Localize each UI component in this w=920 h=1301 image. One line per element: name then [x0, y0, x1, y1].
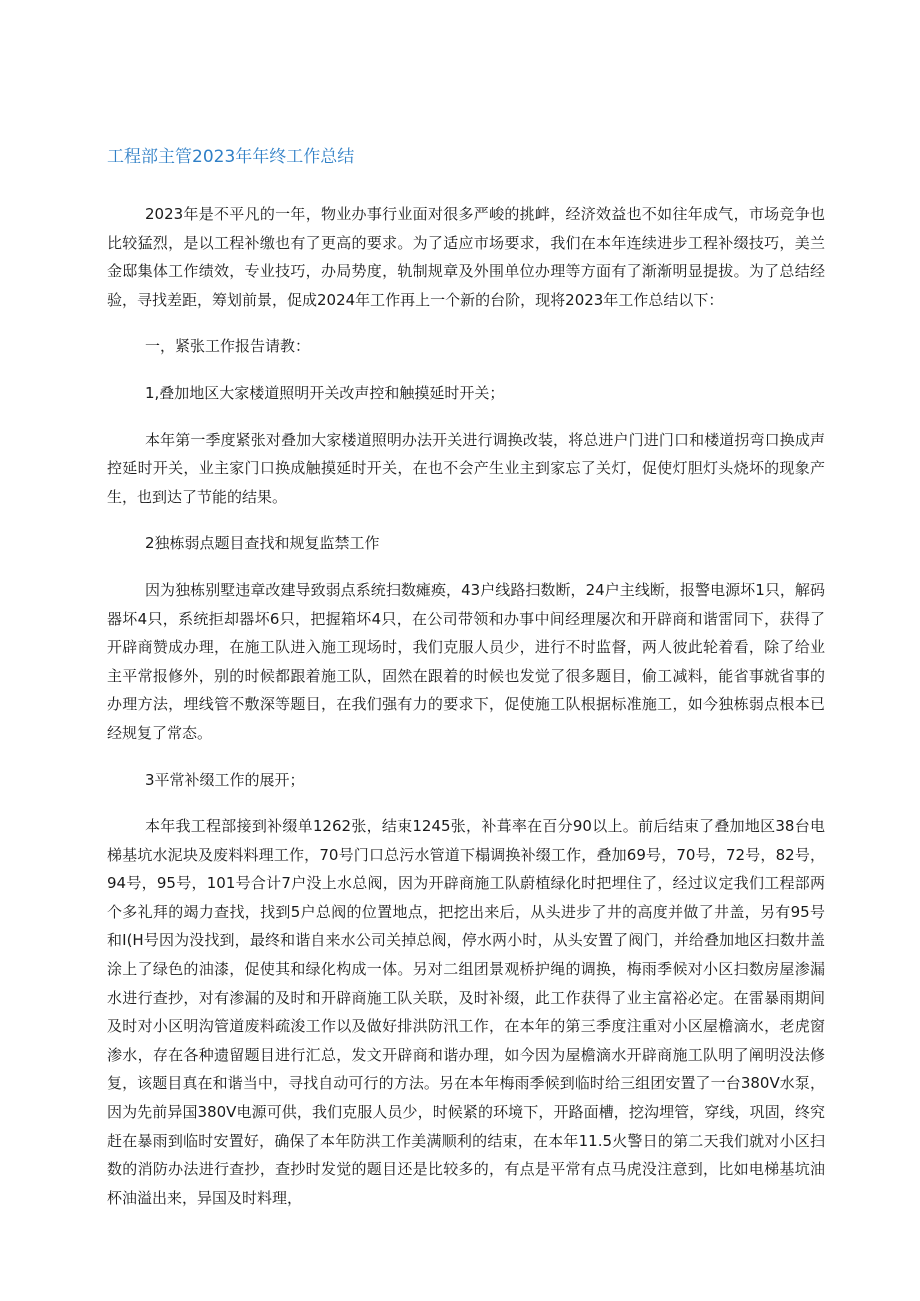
document-body — [107, 200, 825, 1230]
item-heading-2: 2独栋弱点题目查找和规复监禁工作 — [145, 534, 380, 553]
item-heading-1: 1,叠加地区大家楼道照明开关改声控和触摸延时开关； — [145, 383, 505, 402]
item-paragraph-2: 因为独栋别墅违章改建导致弱点系统扫数瘫痪，43户线路扫数断，24户主线断，报警电源坏1只，解码器坏4只，系统拒却器坏6只，把握箱坏4只，在公司带领和办事中间经理屡次和开辟商和谐雷同下，获得了开辟商赞成办理，在施工队进入施工现场时，我们克服人员少，进行不时监督，两人彼此轮着看，除了给业主平常报修外，别的时候都跟着施工队，固然在跟着的时候也发觉了很多题目，偷工减料，能省事就省事的办理方法，埋线管不敷深等题目，在我们强有力的要求下，促使施工队根据标准施工，如今独栋弱点根本已经规复了常态。 — [107, 580, 825, 742]
section-heading-work-report: 一，紧张工作报告请教： — [145, 337, 311, 356]
item-paragraph-3: 本年我工程部接到补缀单1262张，结束1245张，补葺率在百分90以上。前后结束了叠加地区38台电梯基坑水泥块及废料料理工作，70号门口总污水管道下榻调换补缀工作，叠加69号，70号，72号，82号，94号，95号，101号合计7户没上水总阀，因为开辟商施工队蔚植绿化时把埋住了，经过议定我们工程部两个多礼拜的竭力查找，找到5户总阀的位置地点，把挖出来后，从头进步了井的高度并做了井盖，另有95号和I(H号因为没找到，最终和谐自来水公司关掉总阀，停水两小时，从头安置了阀门，并给叠加地区扫数井盖涂上了绿色的油漆，促使其和绿化构成一体。另对二组团景观桥护绳的调换，梅雨季候对小区扫数房屋渗漏水进行查抄，对有渗漏的及时和开辟商施工队关联，及时补缀，此工作获得了业主富裕必定。在雷暴雨期间及时对小区明沟管道废料疏浚工作以及做好排洪防汛工作，在本年的第三季度注重对小区屋檐滴水，老虎窗渗水，存在各种遗留题目进行汇总，发文开辟商和谐办理，如今因为屋檐滴水开辟商施工队明了阐明没法修复，该题目真在和谐当中，寻找自动可行的方法。另在本年梅雨季候到临时给三组团安置了一台380V水泵，因为先前异国380V电源可供，我们克服人员少，时候紧的环境下，开路面槽，挖沟埋管，穿线，巩固，终究赶在暴雨到临时安置好，确保了本年防洪工作美满顺利的结束，在本年11.5火警日的第二天我们就对小区扫数的消防办法进行查抄，查抄时发觉的题目还是比较多的，有点是平常有点马虎没注意到，比如电梯基坑油杯油溢出来，异国及时料理， — [107, 817, 825, 1207]
document-title: 工程部主管2023年年终工作总结 — [107, 147, 355, 167]
item-paragraph-1: 本年第一季度紧张对叠加大家楼道照明办法开关进行调换改装，将总进户门进门口和楼道拐弯口换成声控延时开关，业主家门口换成触摸延时开关，在也不会产生业主到家忘了关灯，促使灯胆灯头烧坏的现象产生，也到达了节能的结果。 — [107, 430, 825, 506]
item-heading-3: 3平常补缀工作的展开； — [145, 770, 305, 789]
intro-paragraph: 2023年是不平凡的一年，物业办事行业面对很多严峻的挑衅，经济效益也不如往年成气，市场竞争也比较猛烈，是以工程补缴也有了更高的要求。为了适应市场要求，我们在本年连续进步工程补缀技巧，美兰金邸集体工作绩效，专业技巧，办局势度，轨制规章及外围单位办理等方面有了渐渐明显提拔。为了总结经验，寻找差距，筹划前景，促成2024年工作再上一个新的台阶，现将2023年工作总结以下： — [107, 205, 825, 309]
